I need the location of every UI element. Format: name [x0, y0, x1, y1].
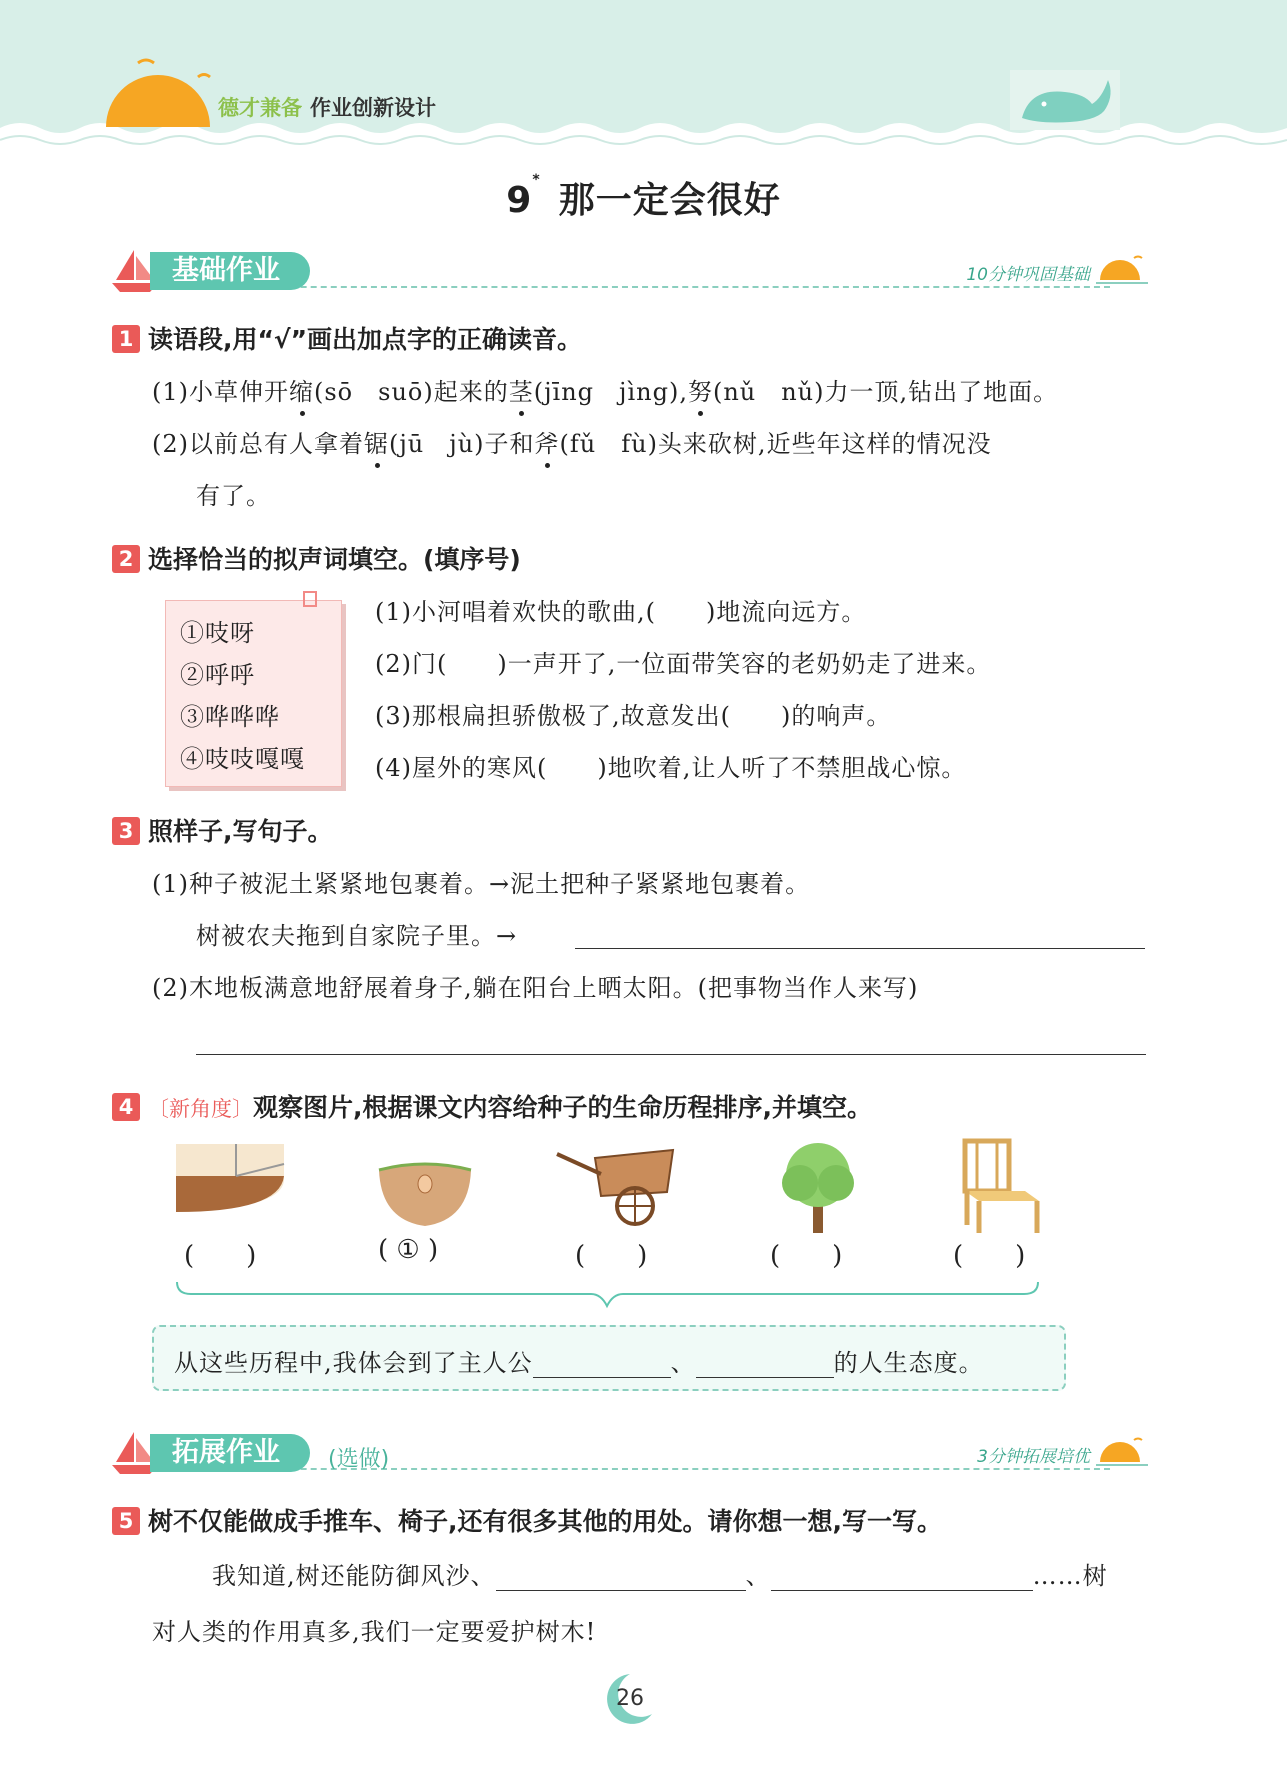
new-angle-tag: 〔新角度〕 — [148, 1097, 253, 1121]
section-extension-header — [110, 1430, 1150, 1476]
chair-picture — [955, 1135, 1045, 1235]
option-2: ②呼呼 — [180, 661, 255, 689]
question-2-item-2: (2)门( )一声开了,一位面带笑容的老奶奶走了进来。 — [375, 650, 992, 678]
dotted-char: 斧 — [535, 424, 560, 459]
question-2-number: 2 — [112, 545, 140, 573]
answer-line[interactable] — [533, 1351, 671, 1378]
question-4-text: 观察图片,根据课文内容给种子的生命历程排序,并填空。 — [253, 1093, 872, 1122]
question-5-line-2: 对人类的作用真多,我们一定要爱护树木! — [152, 1618, 597, 1646]
question-5-text: 树不仅能做成手推车、椅子,还有很多其他的用处。请你想一想,写一写。 — [148, 1507, 942, 1536]
section-basic-header — [110, 248, 1150, 294]
order-blank-1[interactable]: ( ) — [184, 1241, 257, 1271]
question-2-prompt — [112, 540, 521, 576]
question-1-prompt — [112, 320, 582, 356]
lesson-title — [0, 172, 1287, 223]
lesson-star: * — [532, 172, 541, 188]
option-3: ③哗哗哗 — [180, 703, 280, 731]
question-1-line-1: (1)小草伸开缩(sō suō)起来的茎(jīng jìng),努(nǔ nǔ)力一顶,钻出了地面。 — [152, 372, 1058, 407]
summary-box — [152, 1325, 1066, 1391]
question-1-line-3: 有了。 — [196, 482, 271, 510]
question-5-prompt — [112, 1502, 942, 1538]
question-3-prompt — [112, 812, 333, 848]
sun-logo-icon — [98, 55, 228, 135]
section-extension-time-tag: 3分钟拓展培优 — [977, 1447, 1090, 1467]
dotted-char: 锯 — [364, 424, 389, 459]
paperclip-icon — [300, 590, 320, 610]
dotted-char: 努 — [688, 372, 713, 407]
order-blank-3[interactable]: ( ) — [575, 1241, 648, 1271]
answer-line[interactable] — [696, 1351, 834, 1378]
question-2-item-1: (1)小河唱着欢快的歌曲,( )地流向远方。 — [375, 598, 867, 626]
question-5-line-1: 我知道,树还能防御风沙、 、 ……树 — [212, 1562, 1108, 1590]
question-1-number: 1 — [112, 325, 140, 353]
summary-sentence: 从这些历程中,我体会到了主人公 、 的人生态度。 — [174, 1349, 984, 1377]
question-2-item-3: (3)那根扁担骄傲极了,故意发出( )的响声。 — [375, 702, 892, 730]
order-blank-4[interactable]: ( ) — [770, 1241, 843, 1271]
brand-green-text: 德才兼备 — [218, 96, 302, 120]
optional-tag: (选做) — [328, 1447, 390, 1472]
answer-line[interactable] — [496, 1564, 746, 1591]
question-3-text: 照样子,写句子。 — [148, 817, 333, 846]
question-2-item-4: (4)屋外的寒风( )地吹着,让人听了不禁胆战心惊。 — [375, 754, 967, 782]
order-blank-5[interactable]: ( ) — [953, 1241, 1026, 1271]
question-5-number: 5 — [112, 1507, 140, 1535]
question-3-number: 3 — [112, 817, 140, 845]
option-4: ④吱吱嘎嘎 — [180, 745, 305, 773]
question-3-task-1: 树被农夫拖到自家院子里。→ — [196, 922, 518, 950]
tree-picture — [772, 1135, 864, 1235]
question-4-prompt — [112, 1088, 872, 1124]
options-note-card — [165, 600, 342, 787]
answer-line[interactable] — [196, 1054, 1146, 1055]
lesson-number: 9 — [506, 180, 533, 221]
dotted-char: 茎 — [509, 372, 534, 407]
section-basic-label: 基础作业 — [150, 252, 310, 290]
answer-line[interactable] — [771, 1564, 1033, 1591]
page-number-text: 26 — [616, 1686, 644, 1711]
wooden-floor-picture — [172, 1140, 290, 1220]
seed-in-soil-picture — [375, 1140, 475, 1230]
question-1-line-2: (2)以前总有人拿着锯(jū jù)子和斧(fǔ fù)头来砍树,近些年这样的情况没 — [152, 424, 992, 459]
question-4-number: 4 — [112, 1093, 140, 1121]
question-3-example: (1)种子被泥土紧紧地包裹着。→泥土把种子紧紧地包裹着。 — [152, 870, 811, 898]
option-1: ①吱呀 — [180, 619, 255, 647]
lesson-title-text: 那一定会很好 — [558, 180, 781, 221]
order-blank-2[interactable]: ( ① ) — [378, 1235, 439, 1265]
small-sun-icon — [1094, 254, 1150, 288]
brand-title — [218, 92, 436, 122]
section-extension-label: 拓展作业 — [150, 1434, 310, 1472]
page-number — [600, 1670, 660, 1728]
whale-icon — [1010, 70, 1120, 130]
wooden-cart-picture — [555, 1140, 685, 1230]
brand-dark-text: 作业创新设计 — [310, 96, 436, 120]
small-sun-icon — [1094, 1436, 1150, 1470]
question-2-text: 选择恰当的拟声词填空。(填序号) — [148, 545, 521, 574]
question-3-task-2: (2)木地板满意地舒展着身子,躺在阳台上晒太阳。(把事物当作人来写) — [152, 974, 919, 1002]
dotted-char: 缩 — [289, 372, 314, 407]
answer-line[interactable] — [575, 948, 1145, 949]
section-basic-time-tag: 10分钟巩固基础 — [966, 265, 1090, 285]
question-1-text: 读语段,用“√”画出加点字的正确读音。 — [148, 325, 583, 354]
grouping-brace — [175, 1280, 1040, 1316]
